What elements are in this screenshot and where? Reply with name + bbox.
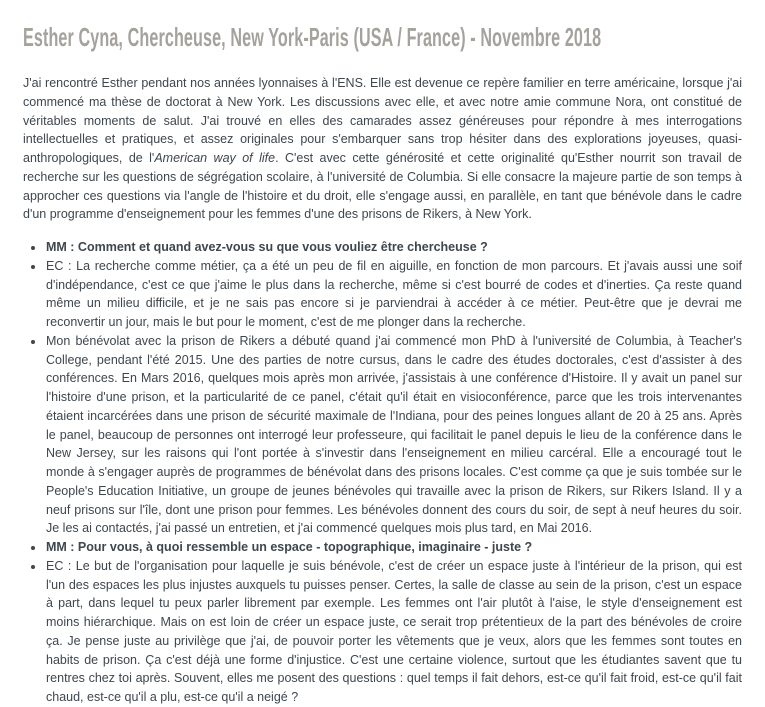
answer-item: • EC : Le but de l'organisation pour laquelle je suis bénévole, c'est de créer un espace juste à l'intérieur de la prison, qui est l'un des espaces les plus injustes auxquels tu puisses penser. Certes, la salle de classe au sein de la prison, c'est un espace à part, dans lequel tu peux parler librement par exemple. Les femmes ont l'air plutôt à l'aise, le style d'enseignement est moins hiérarchique. Mais on est loin de créer un espace juste, ce serait trop prétentieux de la part des bénévoles de croire ça. Je pense juste au privilège que j'ai, de pouvoir porter les vêtements que je veux, alors que les femmes sont toutes en habits de prison. Ça c'est déjà une forme d'injustice. C'est une certaine violence, surtout que les étudiantes savent que tu rentres chez toi après. Souvent, elles me posent des questions : quel temps il fait dehors, est-ce qu'il fait froid, est-ce qu'il fait chaud, est-ce qu'il a plu, est-ce qu'il a neigé ?	[45, 557, 742, 707]
intro-italic-phrase: American way of life	[154, 151, 276, 165]
answer-item: • Mon bénévolat avec la prison de Rikers a débuté quand j'ai commencé mon PhD à l'université de Columbia, à Teacher's College, pendant l'été 2015. Une des parties de notre cursus, dans le cadre des études doctorales, c'est d'assister à des conférences. En Mars 2016, quelques mois après mon arrivée, j'assistais à une conférence d'Histoire. Il y avait un panel sur l'histoire d'une prison, et la particularité de ce panel, c'était qu'il était en visioconférence, parce que les trois intervenantes étaient incarcérées dans une prison de sécurité maximale de l'Indiana, pour des peines longues allant de 20 à 25 ans. Après le panel, beaucoup de personnes ont interrogé leur professeure, qui facilitait le panel depuis le lieu de la conférence dans le New Jersey, sur les raisons qui l'ont portée à s'investir dans l'enseignement en milieu carcéral. Elle a encouragé tout le monde à s'engager auprès de programmes de bénévolat dans des prisons locales. C'est comme ça que je suis tombée sur le People's Education Initiative, un groupe de jeunes bénévoles qui travaille avec la prison de Rikers, sur Rikers Island. Il y a neuf prisons sur l'île, dont une prison pour femmes. Les bénévoles donnent des cours du soir, de sept à neuf heures du soir. Je les ai contactés, j'ai passé un entretien, et j'ai commencé quelques mois plus tard, en Mai 2016.	[45, 332, 742, 538]
intro-text-after-italic: . C'est avec cette générosité et cette originalité qu'Esther nourrit son travail de recherche sur les questions de ségrégation scolaire, à l'université de Columbia. Si elle consacre la majeure partie de son temps à approcher ces questions via l'angle de l'histoire et du droit, elle s'engage aussi, en parallèle, en tant que bénévole dans le cadre d'un programme d'enseignement pour les femmes d'une des prisons de Rikers, à New York.	[23, 151, 742, 222]
interview-list	[23, 238, 742, 707]
answer-item: • EC : La recherche comme métier, ça a été un peu de fil en aiguille, en fonction de mon parcours. Et j'avais aussi une soif d'indépendance, c'est ce que j'aime le plus dans la recherche, même si c'est bourré de codes et d'inerties. Ça reste quand même un milieu difficile, et je ne sais pas encore si je parviendrai à accéder à ce métier. Peut-être que je devrai me reconvertir un jour, mais le but pour le moment, c'est de me plonger dans la recherche.	[45, 257, 742, 332]
question-item: • MM : Comment et quand avez-vous su que vous vouliez être chercheuse ?	[45, 238, 742, 257]
intro-text-before-italic: J'ai rencontré Esther pendant nos années lyonnaises à l'ENS. Elle est devenue ce repère familier en terre américaine, lorsque j'ai commencé ma thèse de doctorat à New York. Les discussions avec elle, et avec notre amie commune Nora, ont constitué de véritables moments de salut. J'ai trouvé en elles des camarades assez généreuses pour répondre à mes interrogations intellectuelles et pratiques, et assez originales pour s'embarquer sans trop hésiter dans des explorations joyeuses, quasi-anthropologiques, de l'	[23, 76, 742, 165]
intro-paragraph	[23, 74, 742, 224]
question-item: • MM : Pour vous, à quoi ressemble un espace - topographique, imaginaire - juste ?	[45, 538, 742, 557]
page-title: Esther Cyna, Chercheuse, New York-Paris (USA / France) - Novembre 2018	[23, 22, 602, 52]
